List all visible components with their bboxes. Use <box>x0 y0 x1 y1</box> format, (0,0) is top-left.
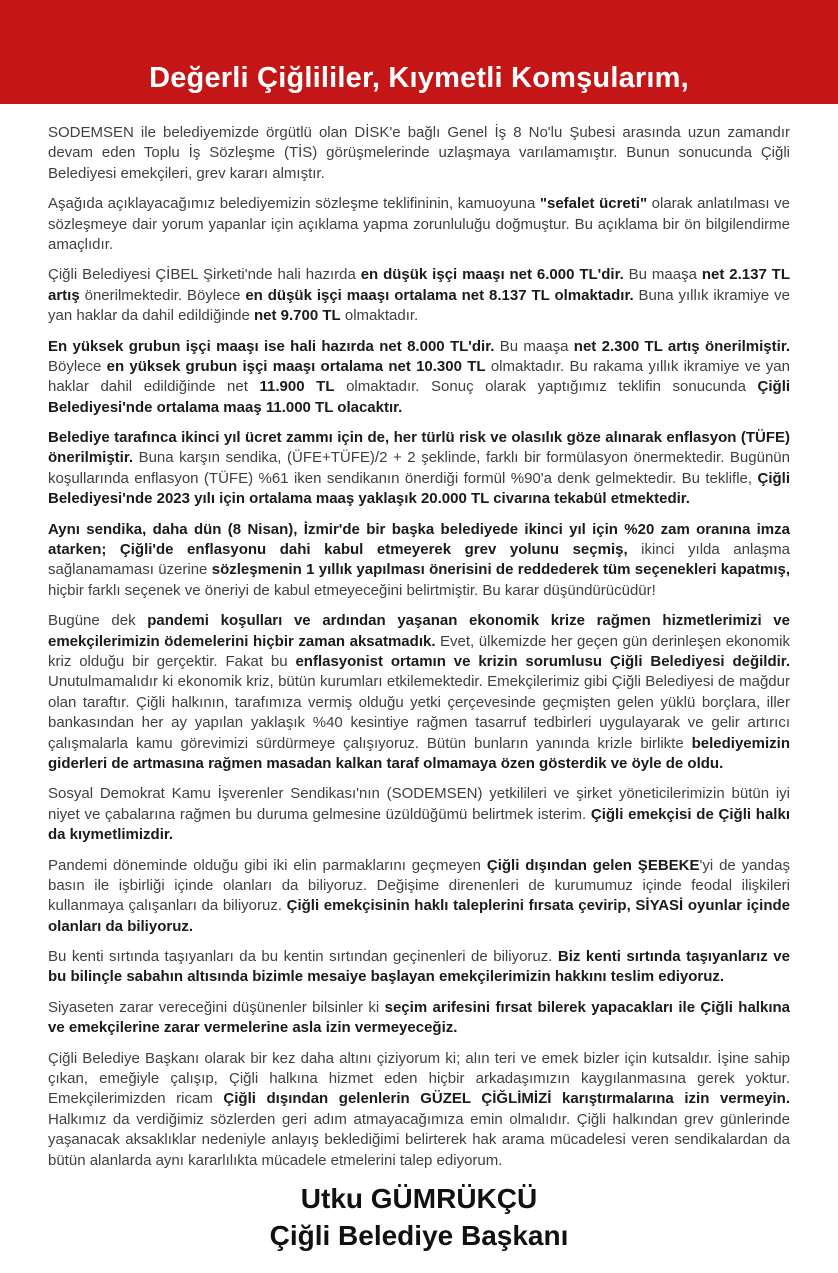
paragraph-text-bold: sözleşmenin 1 yıllık yapılması önerisini de reddederek tüm seçenekleri kapatmış, <box>211 561 791 579</box>
paragraph-text: Bu maaşa <box>494 337 574 355</box>
paragraph <box>48 428 790 510</box>
paragraph-text-bold: Çiğli Belediyesi'nde ortalama maaş 11.000 TL olacaktır. <box>48 378 791 416</box>
paragraph <box>48 194 790 255</box>
paragraph-text: Buna karşın sendika, (ÜFE+TÜFE)/2 + 2 şeklinde, farklı bir formülasyon önermektedir. Bugünün koşullarında enflasyon (TÜFE) %61 iken sendikanın önerdiği formül %90'a denk gelmektedir. Bu teklifle, <box>48 449 790 487</box>
page-title: Değerli Çiğlililer, Kıymetli Komşularım, <box>149 62 689 94</box>
paragraph-text-bold: Çiğli dışından gelen ŞEBEKE <box>486 856 700 874</box>
paragraph-text-bold: net 9.700 TL <box>253 307 341 325</box>
paragraph <box>48 1049 790 1171</box>
paragraph-text: Siyaseten zarar vereceğini düşünenler bilsinler ki <box>48 998 385 1016</box>
paragraph-text: olmaktadır. Bu rakama yıllık ikramiye ve yan haklar dahil edildiğinde net <box>48 357 790 396</box>
letter-body <box>0 104 838 1273</box>
paragraph <box>48 998 790 1039</box>
paragraph <box>48 784 790 845</box>
paragraph-text: Halkımız da verdiğimiz sözlerden geri adım atmayacağımıza emin olmalıdır. Çiğli halkından grev günlerinde yaşanacak aksaklıklar nedeniyle anlayış beklediğimi belirterek hak arama mücadelesi veren sendikalardan da bütün alanlarda aynı kararlılıkta mücadele etmelerini talep ediyorum. <box>48 1110 790 1169</box>
paragraph <box>48 611 790 774</box>
paragraph-text-bold: Aynı sendika, daha dün (8 Nisan), İzmir'de bir başka belediyede ikinci yıl için %20 zam oranına imza atarken; Çiğli'de enflasyonu dahi kabul etmeyerek grev yolunu seçmiş, <box>48 520 790 559</box>
paragraph-text: olmaktadır. Sonuç olarak yaptığımız teklifin sonucunda <box>334 378 758 396</box>
paragraph-text-bold: Belediye tarafınca ikinci yıl ücret zammı için de, her türlü risk ve olasılık göze alınarak enflasyon (TÜFE) önerilmiştir. <box>48 429 790 467</box>
paragraph-text-bold: en yüksek grubun işçi maaşı ortalama net 10.300 TL <box>106 357 486 375</box>
paragraph-text-bold: 11.900 TL <box>259 378 335 396</box>
paragraph-text-bold: enflasyonist ortamın ve krizin sorumlusu Çiğli Belediyesi değildir. <box>295 652 790 670</box>
paragraph-text-bold: en düşük işçi maaşı net 6.000 TL'dir. <box>360 266 624 284</box>
paragraph-text: Çiğli Belediyesi ÇİBEL Şirketi'nde hali hazırda <box>48 266 361 284</box>
paragraph-text-bold: en düşük işçi maaşı ortalama net 8.137 TL olmaktadır. <box>245 286 634 304</box>
paragraph-text-bold: net 2.137 TL artış <box>48 266 791 304</box>
signature-block <box>48 1181 790 1273</box>
paragraph-text-bold: net 2.300 TL artış önerilmiştir. <box>573 337 790 355</box>
paragraph <box>48 123 790 184</box>
paragraph-text: Böylece <box>48 357 107 375</box>
paragraph <box>48 947 790 988</box>
paragraph-text: 'yi de yandaş basın ile işbirliği içinde olanları da biliyoruz. Değişime direnenleri de kurumumuz içinde feodal ilişkileri kullanmaya çalışanları da biliyoruz. <box>48 856 790 915</box>
paragraph-text: olmaktadır. <box>340 307 419 325</box>
paragraph-text-bold: Çiğli emekçisinin haklı taleplerini fırsata çevirip, SİYASİ oyunlar içinde olanları da biliyoruz. <box>48 897 790 935</box>
paragraph-text: SODEMSEN ile belediyemizde örgütlü olan DİSK'e bağlı Genel İş 8 No'lu Şubesi arasında uzun zamandır devam eden Toplu İş Sözleşme (TİS) görüşmelerinde uzlaşmaya varılamamıştır. Bunun sonucunda Çiğli Belediyesi emekçileri, grev kararı almıştır. <box>48 124 790 182</box>
header-banner <box>0 0 838 104</box>
paragraph-text: Çiğli Belediye Başkanı olarak bir kez daha altını çiziyorum ki; alın teri ve emek bizler için kutsaldır. İşine sahip çıkan, emeğiyle çalışıp, Çiğli halkına hizmet eden hiçbir arkadaşımızın kaygılanmasına gerek yoktur. Emekçilerimizden ricam <box>48 1049 790 1108</box>
paragraph-text-bold: pandemi koşulları ve ardından yaşanan ekonomik krize rağmen hizmetlerimizi ve emekçilerimizin ödemelerini hiçbir zaman aksatmadık. <box>48 612 790 650</box>
paragraph-text: Aşağıda açıklayacağımız belediyemizin sözleşme teklifininin, kamuoyuna <box>48 195 540 213</box>
paragraph-text: Pandemi döneminde olduğu gibi iki elin parmaklarını geçmeyen <box>48 856 487 874</box>
paragraph-text: Bugüne dek <box>48 612 148 630</box>
paragraph <box>48 856 790 938</box>
paragraph-text-bold: Çiğli Belediyesi'nde 2023 yılı için ortalama maaş yaklaşık 20.000 TL civarına tekabül etmektedir. <box>48 469 790 508</box>
letter-paragraphs <box>48 123 790 1171</box>
paragraph-text: olarak anlatılması ve sözleşmeye dair yorum yapanlar için açıklama yapma zorunluluğu doğmuştur. Bu açıklama bir ön bilgilendirme amaçlıdır. <box>48 195 791 253</box>
paragraph-text: Unutulmamalıdır ki ekonomik kriz, bütün kurumları etkilemektedir. Emekçilerimiz gibi Çiğli Belediyesi de mağdur olan taraftır. Çiğli halkının, tarafımıza vermiş olduğu yetki çerçevesinde geçmişten gelen yüklü borçlara, iller bankasından her ay yapılan yaklaşık %40 kesintiye rağmen tasarruf tedbirleri uygulayarak ve gelir artırıcı çalışmalarla kamu görevimizi sürdürmeye çalışıyoruz. Bütün bunların yanında krizle birlikte <box>48 673 790 752</box>
paragraph-text: ikinci yılda anlaşma sağlanamaması üzerine <box>48 541 790 579</box>
paragraph-text-bold: seçim arifesini fırsat bilerek yapacakları ile Çiğli halkına ve emekçilerine zarar vermelerine asla izin vermeyeceğiz. <box>48 998 790 1037</box>
paragraph-text-bold: Çiğli dışından gelenlerin GÜZEL ÇİĞLİMİZİ karıştırmalarına izin vermeyin. <box>223 1090 790 1108</box>
paragraph-text-bold: En yüksek grubun işçi maaşı ise hali hazırda net 8.000 TL'dir. <box>48 337 495 355</box>
paragraph-text-bold: Çiğli emekçisi de Çiğli halkı da kıymetlimizdir. <box>48 805 790 844</box>
paragraph <box>48 265 790 326</box>
paragraph-text: Evet, ülkemizde her geçen gün derinleşen ekonomik kriz olduğu bir gerçektir. Fakat bu <box>48 632 790 670</box>
paragraph-text: hiçbir farklı seçenek ve öneriyi de kabul etmeyeceğini belirtmiştir. Bu karar düşündürücüdür! <box>48 581 656 599</box>
paragraph-text-bold: Biz kenti sırtında taşıyanlarız ve bu bilinçle sabahın altısında bizimle mesaiye başlayan emekçilerimizin hakkını teslim ediyoruz. <box>48 948 790 986</box>
signature-role: Çiğli Belediye Başkanı <box>269 1219 569 1251</box>
paragraph-text: Bu kenti sırtında taşıyanları da bu kentin sırtından geçinenleri de biliyoruz. <box>48 948 558 966</box>
paragraph-text-bold: belediyemizin giderleri de artmasına rağmen masadan kalkan taraf olmamaya özen gösterdik ve öyle de oldu. <box>48 734 790 772</box>
paragraph <box>48 520 790 602</box>
paragraph-text: Sosyal Demokrat Kamu İşverenler Sendikası'nın (SODEMSEN) yetkilileri ve şirket yöneticilerimizin bütün iyi niyet ve çabalarına rağmen bu duruma gelmesine üzüldüğümü belirtmek isterim. <box>48 785 790 823</box>
paragraph-text: Bu maaşa <box>623 266 702 284</box>
paragraph <box>48 337 790 419</box>
paragraph-text-bold: "sefalet ücreti" <box>539 195 648 213</box>
paragraph-text: Buna yıllık ikramiye ve yan haklar da dahil edildiğinde <box>48 286 790 325</box>
paragraph-text: önerilmektedir. Böylece <box>79 286 246 304</box>
signature-name: Utku GÜMRÜKÇÜ <box>300 1182 538 1214</box>
